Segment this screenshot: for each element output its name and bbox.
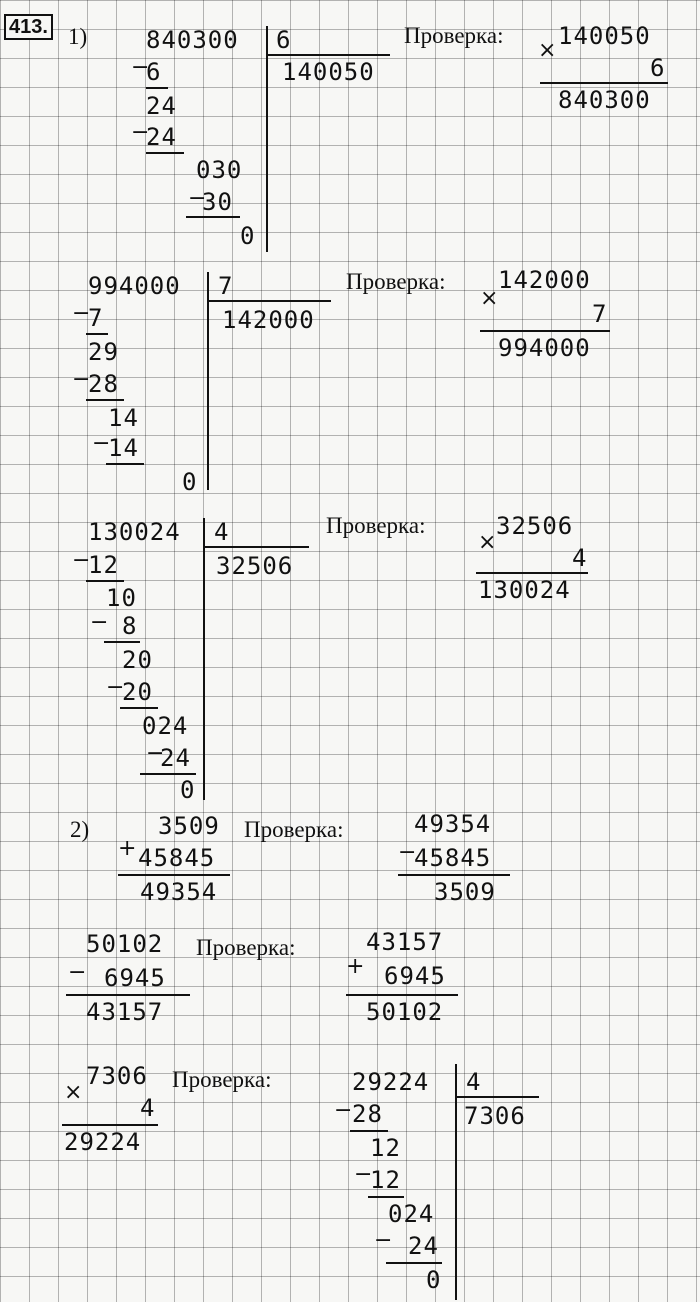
check-label: Проверка: [244, 817, 344, 842]
minus-sign: − [72, 301, 91, 326]
minus-sign: − [131, 55, 150, 80]
check-result: 840300 [558, 86, 651, 114]
minus-sign: − [354, 1162, 373, 1187]
subtrahend: 7 [88, 304, 104, 332]
underline [86, 399, 124, 401]
quotient-line [457, 1096, 539, 1098]
sum: 49354 [140, 878, 218, 906]
check-line [540, 82, 668, 84]
divisor: 7 [218, 272, 234, 300]
check-minuend: 49354 [414, 810, 492, 838]
underline [350, 1130, 388, 1132]
difference: 43157 [86, 998, 164, 1026]
times-sign: × [480, 286, 499, 311]
plus-sign: + [118, 836, 137, 861]
quotient: 32506 [216, 552, 294, 580]
dividend: 994000 [88, 272, 181, 300]
check-result: 994000 [498, 334, 591, 362]
times-sign: × [478, 530, 497, 555]
check-label: Проверка: [346, 269, 446, 294]
remainder-zero: 0 [180, 776, 196, 804]
division-bar [207, 272, 209, 490]
multiplier: 4 [140, 1094, 156, 1122]
check-addend-a: 43157 [366, 928, 444, 956]
minus-sign: − [72, 367, 91, 392]
subtrahend: 24 [408, 1232, 439, 1260]
minus-sign: − [72, 548, 91, 573]
quotient: 142000 [222, 306, 315, 334]
subtrahend: 28 [352, 1100, 383, 1128]
check-multiplier: 6 [650, 54, 666, 82]
divisor: 4 [214, 518, 230, 546]
underline [86, 580, 124, 582]
check-result: 50102 [366, 998, 444, 1026]
sum-line [118, 874, 230, 876]
remainder: 14 [108, 404, 139, 432]
division-bar [203, 518, 205, 800]
subtrahend: 28 [88, 370, 119, 398]
subtrahend: 12 [88, 551, 119, 579]
quotient-line [205, 546, 309, 548]
check-multiplier: 4 [572, 544, 588, 572]
minus-sign: − [90, 610, 109, 635]
check-divisor: 4 [466, 1068, 482, 1096]
minus-sign: − [131, 120, 150, 145]
minus-sign: − [68, 960, 87, 985]
minus-sign: − [334, 1098, 353, 1123]
times-sign: × [64, 1080, 83, 1105]
remainder: 12 [370, 1134, 401, 1162]
addend-b: 45845 [138, 844, 216, 872]
subtrahend: 6945 [104, 964, 166, 992]
dividend: 130024 [88, 518, 181, 546]
check-label: Проверка: [172, 1067, 272, 1092]
quotient-line [268, 54, 390, 56]
quotient: 140050 [282, 58, 375, 86]
check-line [480, 330, 610, 332]
part-2-label: 2) [70, 817, 90, 842]
minus-sign: − [398, 840, 417, 865]
underline [104, 641, 140, 643]
check-multiplicand: 32506 [496, 512, 574, 540]
minus-sign: − [92, 431, 111, 456]
remainder: 030 [196, 156, 243, 184]
minus-sign: − [106, 675, 125, 700]
check-subtrahend: 45845 [414, 844, 492, 872]
check-result: 130024 [478, 576, 571, 604]
problem-number: 413. [4, 14, 53, 40]
check-line [398, 874, 510, 876]
underline [386, 1262, 442, 1264]
product-line [62, 1124, 158, 1126]
minus-sign: − [146, 741, 165, 766]
check-result: 3509 [434, 878, 496, 906]
underline [146, 152, 184, 154]
remainder: 024 [388, 1200, 435, 1228]
remainder: 10 [106, 584, 137, 612]
subtrahend: 24 [146, 123, 177, 151]
division-bar [266, 26, 268, 252]
subtrahend: 6 [146, 58, 162, 86]
difference-line [66, 994, 190, 996]
remainder: 24 [146, 92, 177, 120]
subtrahend: 30 [202, 188, 233, 216]
check-label: Проверка: [196, 935, 296, 960]
check-line [346, 994, 458, 996]
divisor: 6 [276, 26, 292, 54]
remainder-zero: 0 [426, 1266, 442, 1294]
minus-sign: − [188, 186, 207, 211]
part-1-label: 1) [68, 24, 88, 49]
times-sign: × [538, 38, 557, 63]
underline [106, 463, 144, 465]
underline [186, 216, 240, 218]
subtrahend: 14 [108, 434, 139, 462]
underline [140, 773, 196, 775]
product: 29224 [64, 1128, 142, 1156]
remainder: 024 [142, 712, 189, 740]
subtrahend: 24 [160, 744, 191, 772]
check-quotient: 7306 [464, 1102, 526, 1130]
check-dividend: 29224 [352, 1068, 430, 1096]
check-label: Проверка: [404, 23, 504, 48]
minus-sign: − [374, 1228, 393, 1253]
check-addend-b: 6945 [384, 962, 446, 990]
remainder-zero: 0 [182, 468, 198, 496]
underline [146, 87, 168, 89]
check-multiplier: 7 [592, 300, 608, 328]
minuend: 50102 [86, 930, 164, 958]
check-label: Проверка: [326, 513, 426, 538]
subtrahend: 12 [370, 1166, 401, 1194]
dividend: 840300 [146, 26, 239, 54]
underline [368, 1196, 404, 1198]
remainder: 20 [122, 646, 153, 674]
multiplicand: 7306 [86, 1062, 148, 1090]
underline [120, 707, 158, 709]
check-multiplicand: 140050 [558, 22, 651, 50]
underline [86, 333, 108, 335]
subtrahend: 8 [122, 612, 138, 640]
quotient-line [209, 300, 331, 302]
addend-a: 3509 [158, 812, 220, 840]
subtrahend: 20 [122, 678, 153, 706]
check-multiplicand: 142000 [498, 266, 591, 294]
remainder-zero: 0 [240, 222, 256, 250]
check-line [476, 572, 588, 574]
plus-sign: + [346, 954, 365, 979]
division-bar [455, 1064, 457, 1300]
remainder: 29 [88, 338, 119, 366]
